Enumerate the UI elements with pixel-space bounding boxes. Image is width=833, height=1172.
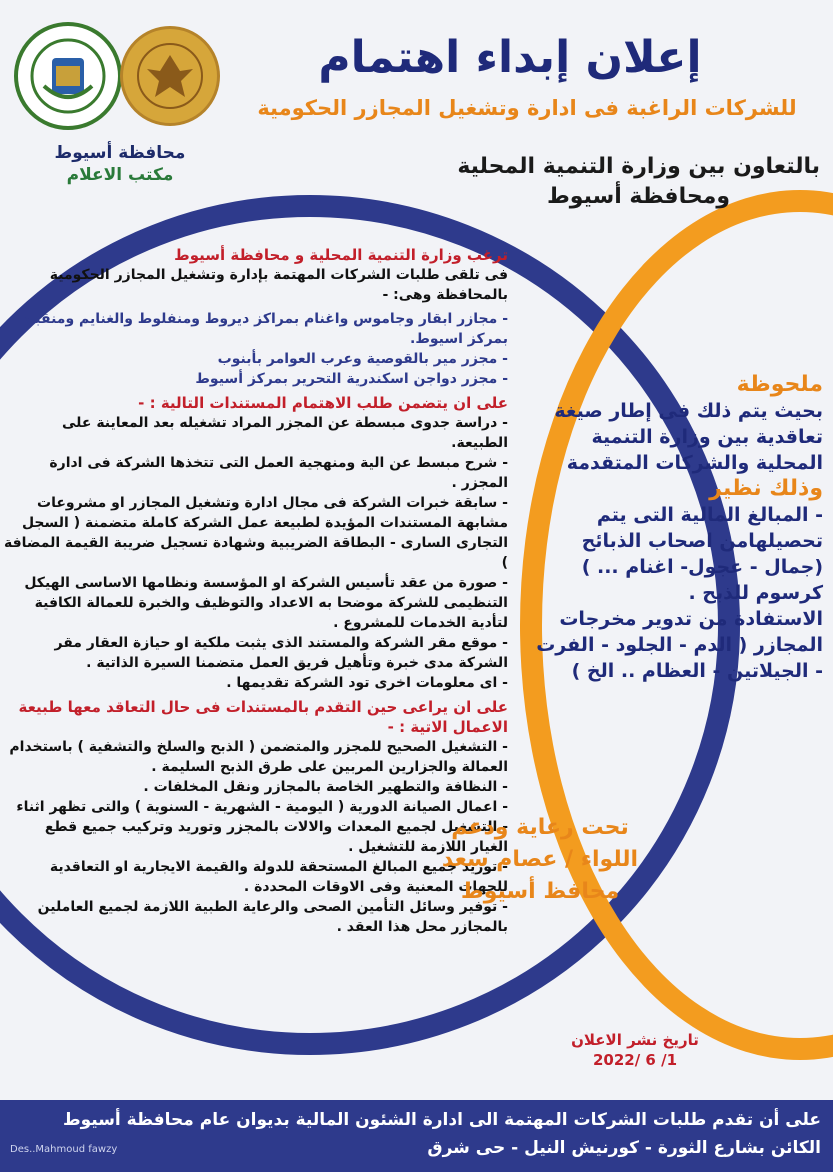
documents-list	[3, 413, 508, 693]
page-subtitle: للشركات الراغبة فى ادارة وتشغيل المجازر الحكومية	[257, 96, 797, 120]
list-item: - مجزر مير بالقوصية وعرب العوامر بأبنوب	[217, 351, 508, 367]
ministry-local-development-logo	[120, 26, 220, 126]
page-title: إعلان إبداء اهتمام	[318, 32, 702, 83]
list-item: - شرح مبسط عن الية ومنهجية العمل التى تتخذها الشركة فى ادارة المجزر .	[49, 455, 508, 491]
list-item: - مجازر ابقار وجاموس واغنام بمراكز ديروط ومنفلوط والغنايم ومنقباد بمركز اسيوط.	[22, 311, 508, 347]
cooperation-line-1: بالتعاون بين وزارة التنمية المحلية	[457, 154, 820, 179]
governorate-label	[40, 142, 200, 186]
publish-date-value: 2022/ 6 /1	[592, 1051, 678, 1069]
documents-heading: على ان يتضمن طلب الاهتمام المستندات التالية : -	[138, 394, 508, 412]
patronage-line-3: محافظ أسيوط	[460, 879, 620, 904]
list-item: - توفير وسائل التأمين الصحى والرعاية الطبية اللازمة لجميع العاملين بالمجازر محل هذا العقد .	[37, 899, 508, 935]
designer-credit: Des..Mahmoud fawzy	[10, 1144, 118, 1155]
governorate-emblem-icon	[28, 36, 108, 116]
patronage-line-1: تحت رعاية ودعم	[451, 815, 629, 840]
list-item: - مجزر دواجن اسكندرية التحرير بمركز أسيوط	[195, 371, 508, 387]
return-text-recycling: الاستفادة من تدوير مخرجات المجازر ( الدم - الجلود - الفرت - الجيلاتين - العظام .. الخ )	[536, 608, 823, 682]
patronage-block	[440, 812, 640, 908]
return-text-fees: - المبالغ المالية التى يتم تحصيلهامن اصحاب الذبائح (جمال - عجول- اغنام ... ) كرسوم للذبح .	[581, 504, 823, 604]
publish-date-label: تاريخ نشر الاعلان	[571, 1031, 699, 1049]
list-item: - موقع مقر الشركة والمستند الذى يثبت ملكية او حيازة العقار مقر الشركة مدى خبرة وتأهيل فريق العمل متضمنا السيرة الذاتية .	[54, 635, 508, 671]
list-item: - سابقة خبرات الشركة فى مجال ادارة وتشغيل المجازر او مشروعات مشابهة المستندات المؤيدة لطبيعة عمل الشركة كاملة متضمنة ( السجل التجارى السارى - البطاقة الضريبية وشهادة تسجيل ضريبة القيمة المضافة )	[4, 495, 508, 571]
intro-heading: ترغب وزارة التنمية المحلية و محافظة أسيوط	[174, 246, 508, 264]
side-notes	[523, 372, 823, 684]
patronage-line-2: اللواء / عصام سعد	[441, 847, 639, 872]
main-announcement-body	[3, 245, 508, 941]
assiut-governorate-logo	[14, 22, 122, 130]
media-office-name: مكتب الاعلام	[66, 165, 174, 185]
cooperation-line-2: ومحافظة أسيوط	[546, 184, 730, 209]
list-item: - اى معلومات اخرى تود الشركة تقديمها .	[226, 675, 508, 691]
note-title: ملحوظة	[736, 372, 823, 397]
list-item: - التشغيل الصحيح للمجزر والمتضمن ( الذبح والسلخ والتشفية ) باستخدام العمالة والجزارين المربين على طرق الذبح السليمة .	[9, 739, 508, 775]
list-item: - النظافة والتطهير الخاصة بالمجازر ونقل المخلفات .	[143, 779, 508, 795]
footer-line-1: على أن تقدم طلبات الشركات المهتمة الى ادارة الشئون المالية بديوان عام محافظة أسيوط	[62, 1110, 821, 1130]
return-title: وذلك نظير	[709, 476, 823, 501]
list-item: - التشغيل لجميع المعدات والالات بالمجزر وتوريد وتركيب جميع قطع الغيار اللازمة للتشغيل .	[44, 819, 508, 855]
cooperation-statement	[300, 152, 820, 212]
slaughterhouse-list	[3, 309, 508, 389]
list-item: - صورة من عقد تأسيس الشركة او المؤسسة ونظامها الاساسى الهيكل التنظيمى للشركة موضحا به الاعداد والتوظيف والخبرة للعمالة الكافية لتأدية الخدمات للمشروع .	[24, 575, 508, 631]
note-text: بحيث يتم ذلك فى إطار صيغة تعاقدية بين وزارة التنمية المحلية والشركات المتقدمة	[554, 400, 823, 474]
intro-text: فى تلقى طلبات الشركات المهتمة بإدارة وتشغيل المجازر الحكومية بالمحافظة وهى: -	[49, 267, 508, 303]
works-list	[3, 737, 508, 937]
list-item: - توريد جميع المبالغ المستحقة للدولة والقيمة الايجارية او التعاقدية للجهات المعنية وفى الاوقات المحددة .	[49, 859, 508, 895]
works-heading: على ان يراعى حين التقدم بالمستندات فى حال التعاقد معها طبيعة الاعمال الاتية : -	[18, 698, 508, 736]
footer-banner	[0, 1100, 833, 1172]
footer-line-2: الكائن بشارع الثورة - كورنيش النيل - حى شرق	[427, 1138, 821, 1158]
governorate-name: محافظة أسيوط	[54, 143, 186, 163]
eagle-emblem-icon	[135, 41, 205, 111]
publish-date-block	[560, 1030, 710, 1070]
list-item: - دراسة جدوى مبسطة عن المجزر المراد تشغيله بعد المعاينة على الطبيعة.	[62, 415, 508, 451]
list-item: - اعمال الصيانة الدورية ( اليومية - الشهرية - السنوية ) والتى تظهر اثناء	[16, 799, 508, 815]
